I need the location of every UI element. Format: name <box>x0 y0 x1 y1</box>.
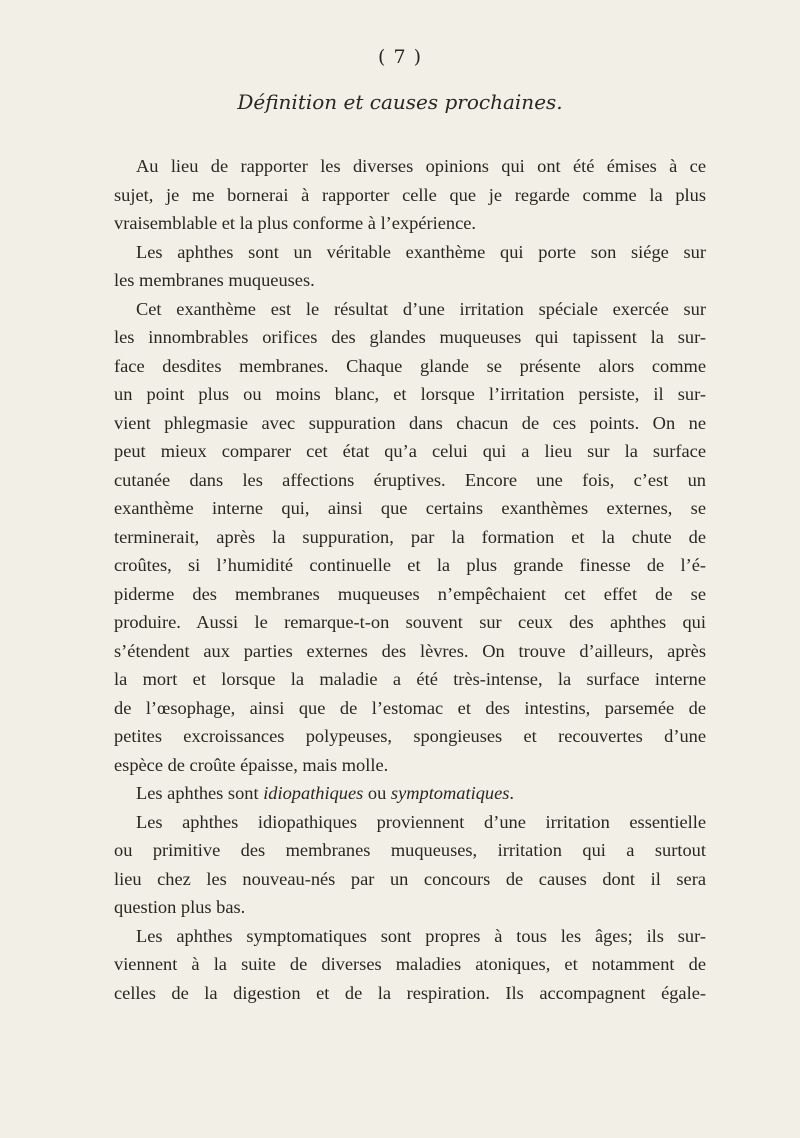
text-line: espèce de croûte épaisse, mais molle. <box>114 754 389 775</box>
section-title: Définition et causes prochaines. <box>237 90 563 114</box>
text-line: viennent à la suite de diverses maladies atoniques, et notamment de <box>114 954 706 974</box>
text-line: exanthème interne qui, ainsi que certains exanthèmes externes, se <box>114 498 706 518</box>
text-line: les membranes muqueuses. <box>114 270 315 290</box>
text-line: lieu chez les nouveau-nés par un concours de causes dont il sera <box>114 868 706 889</box>
text-segment: ou <box>363 783 391 803</box>
text-line: question plus bas. <box>114 897 246 917</box>
text-line: ou primitive des membranes muqueuses, irritation qui a surtout <box>114 840 706 860</box>
text-line: Cet exanthème est le résultat d’une irritation spéciale exercée sur <box>136 298 706 319</box>
text-line: celles de la digestion et de la respiration. Ils accompagnent égale- <box>114 982 706 1003</box>
text-line: s’étendent aux parties externes des lèvres. On trouve d’ailleurs, après <box>114 640 706 661</box>
text-line: produire. Aussi le remarque-t-on souvent sur ceux des aphthes qui <box>114 612 706 632</box>
text-segment: . <box>509 783 515 803</box>
text-line: terminerait, après la suppuration, par la formation et la chute de <box>114 526 706 547</box>
text-line: petites excroissances polypeuses, spongieuses et recouvertes d’une <box>114 726 706 746</box>
text-segment: Les aphthes sont <box>136 783 264 803</box>
text-line: vraisemblable et la plus conforme à l’expérience. <box>114 213 477 233</box>
text-line: de l’œsophage, ainsi que de l’estomac et des intestins, parsemée de <box>114 697 706 718</box>
text-line: vient phlegmasie avec suppuration dans chacun de ces points. On ne <box>114 412 706 433</box>
text-line: Les aphthes sont un véritable exanthème qui porte son siége sur <box>136 241 706 262</box>
text-line: Au lieu de rapporter les diverses opinions qui ont été émises à ce <box>136 156 706 176</box>
text-line: un point plus ou moins blanc, et lorsque l’irritation persiste, il sur- <box>114 384 706 404</box>
italic-term: idiopathiques <box>263 783 364 803</box>
text-line: piderme des membranes muqueuses n’empêchaient cet effet de se <box>114 583 706 604</box>
text-line: face desdites membranes. Chaque glande se présente alors comme <box>114 355 706 376</box>
body-text <box>114 152 706 1007</box>
text-line: sujet, je me bornerai à rapporter celle que je regarde comme la plus <box>114 184 706 205</box>
text-line: Les aphthes idiopathiques proviennent d’une irritation essentielle <box>136 811 706 832</box>
text-line <box>114 779 706 808</box>
page-number: ( 7 ) <box>378 46 422 68</box>
text-line: Les aphthes symptomatiques sont propres à tous les âges; ils sur- <box>136 925 706 946</box>
text-line: la mort et lorsque la maladie a été très-intense, la surface interne <box>114 669 706 689</box>
text-line: les innombrables orifices des glandes muqueuses qui tapissent la sur- <box>114 327 706 347</box>
text-line: peut mieux comparer cet état qu’a celui qui a lieu sur la surface <box>114 441 706 461</box>
text-line: cutanée dans les affections éruptives. Encore une fois, c’est un <box>114 469 706 490</box>
italic-term: symptomatiques <box>390 783 510 803</box>
text-line: croûtes, si l’humidité continuelle et la plus grande finesse de l’é- <box>114 555 706 575</box>
